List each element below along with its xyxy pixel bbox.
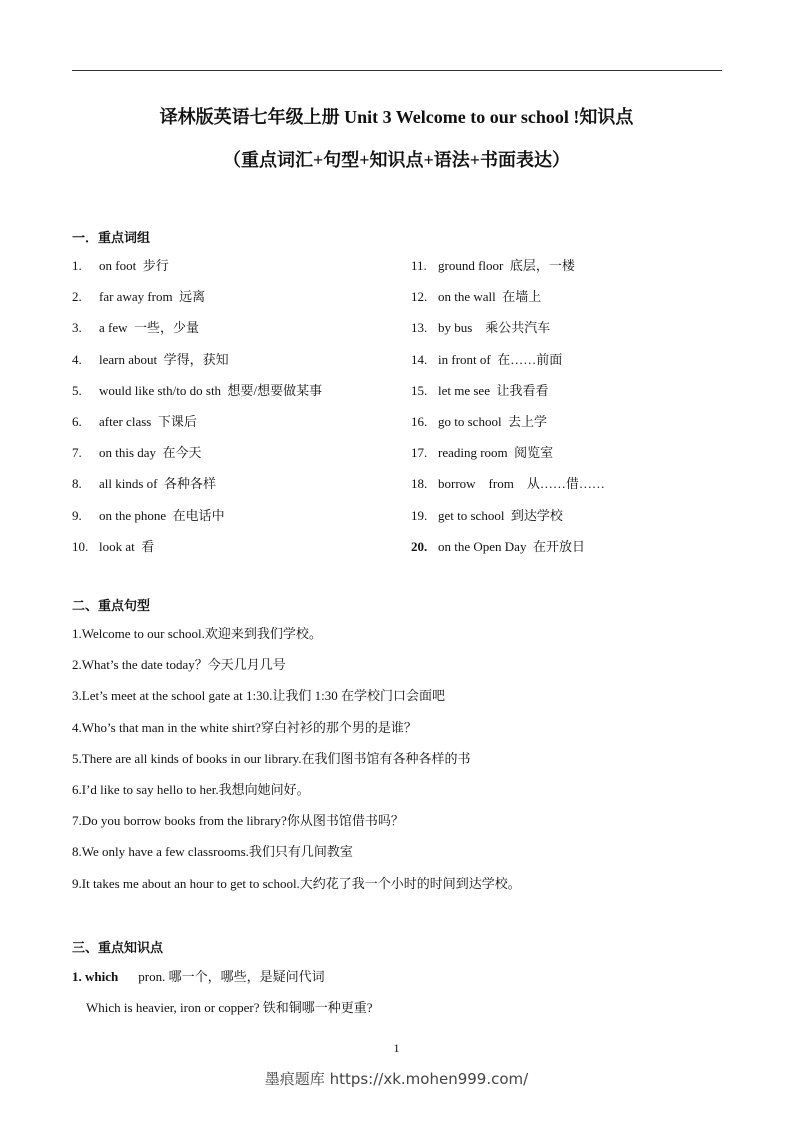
vocab-item-number: 15. xyxy=(411,382,428,398)
vocab-item-number: 8. xyxy=(72,476,82,492)
vocab-item-number: 5. xyxy=(72,382,82,398)
sentence-item: 8.We only have a few classrooms.我们只有几间教室 xyxy=(72,844,353,860)
knowledge-point-word: 1. which xyxy=(72,969,119,984)
vocab-item xyxy=(411,318,550,338)
document-title: 译林版英语七年级上册 Unit 3 Welcome to our school !知识点 xyxy=(159,107,634,127)
vocab-item-text: far away from 远离 xyxy=(99,289,206,305)
vocab-item-number: 20. xyxy=(411,538,428,554)
knowledge-point-definition: pron. 哪一个，哪些，是疑问代词 xyxy=(138,969,325,984)
vocab-item-text: get to school 到达学校 xyxy=(438,507,563,523)
vocab-item-text: reading room 阅览室 xyxy=(438,445,554,461)
vocab-item xyxy=(72,474,216,494)
sentence-item: 3.Let’s meet at the school gate at 1:30.让我们 1:30 在学校门口会面吧 xyxy=(72,688,445,704)
section-heading-knowledge-points: 三、重点知识点 xyxy=(72,940,164,955)
sentence-item: 9.It takes me about an hour to get to school.大约花了我一个小时的时间到达学校。 xyxy=(72,875,521,891)
vocab-item xyxy=(411,412,547,432)
vocab-item xyxy=(411,287,541,307)
vocab-item xyxy=(72,381,322,401)
page-number: 1 xyxy=(393,1041,400,1055)
section-heading-sentences: 二、重点句型 xyxy=(72,598,151,613)
vocab-item-text: a few 一些，少量 xyxy=(99,320,200,336)
sentence-item: 5.There are all kinds of books in our library.在我们图书馆有各种各样的书 xyxy=(72,750,471,766)
vocab-item-number: 17. xyxy=(411,445,428,461)
vocab-item xyxy=(411,443,553,463)
vocab-item-number: 11. xyxy=(411,258,427,273)
vocab-item-text: by bus 乘公共汽车 xyxy=(438,320,551,336)
vocab-item-number: 7. xyxy=(72,445,82,461)
watermark: 墨痕题库 https://xk.mohen999.com/ xyxy=(264,1070,529,1088)
vocab-item-number: 12. xyxy=(411,289,428,305)
vocab-item xyxy=(72,350,229,370)
knowledge-point-1 xyxy=(72,967,325,987)
vocab-item xyxy=(72,537,154,557)
vocab-item-text: on foot 步行 xyxy=(99,258,169,273)
vocab-item xyxy=(72,412,197,432)
vocab-item-number: 16. xyxy=(411,414,428,429)
sentence-item: 4.Who’s that man in the white shirt?穿白衬衫的那个男的是谁？ xyxy=(72,719,417,735)
vocab-item xyxy=(411,474,605,494)
vocab-item-number: 2. xyxy=(72,289,82,305)
vocab-item-number: 4. xyxy=(72,351,82,367)
vocab-item xyxy=(72,287,205,307)
vocab-item-number: 10. xyxy=(72,538,89,554)
vocab-item-text: look at 看 xyxy=(99,538,155,554)
vocab-item-number: 19. xyxy=(411,507,428,523)
sentence-item: 6.I’d like to say hello to her.我想向她问好。 xyxy=(72,782,310,797)
vocab-item-number: 13. xyxy=(411,320,428,336)
vocab-item-number: 14. xyxy=(411,351,428,367)
vocab-item-number: 1. xyxy=(72,258,82,273)
sentence-item: 2.What’s the date today？今天几月几号 xyxy=(72,657,286,673)
section-heading-vocabulary: 一．重点词组 xyxy=(72,230,151,245)
vocab-item-text: learn about 学得，获知 xyxy=(99,351,229,367)
top-rule xyxy=(72,70,722,71)
vocab-item-text: in front of 在……前面 xyxy=(438,351,563,367)
vocab-item xyxy=(411,537,585,557)
vocab-item-text: let me see 让我看看 xyxy=(438,382,549,398)
sentence-item: 1.Welcome to our school.欢迎来到我们学校。 xyxy=(72,626,322,641)
vocab-item-number: 18. xyxy=(411,476,428,492)
knowledge-point-example: Which is heavier, iron or copper? 铁和铜哪一种更重? xyxy=(86,1000,373,1015)
vocab-item xyxy=(411,256,575,276)
vocab-item-text: all kinds of 各种各样 xyxy=(99,476,216,492)
vocab-item-text: after class 下课后 xyxy=(99,414,197,429)
vocab-item xyxy=(72,443,202,463)
vocab-item-number: 9. xyxy=(72,507,82,523)
vocab-item-text: on the wall 在墙上 xyxy=(438,289,542,305)
vocab-item-text: borrow from 从……借…… xyxy=(438,476,605,492)
sentence-item: 7.Do you borrow books from the library?你从图书馆借书吗？ xyxy=(72,813,404,829)
vocab-item-number: 6. xyxy=(72,414,82,429)
vocab-item-text: on the phone 在电话中 xyxy=(99,507,225,523)
vocab-item xyxy=(72,256,169,276)
vocab-item-text: ground floor 底层，一楼 xyxy=(438,258,575,273)
vocab-item xyxy=(72,506,225,526)
vocab-item-text: would like sth/to do sth 想要/想要做某事 xyxy=(99,382,323,398)
document-subtitle: （重点词汇+句型+知识点+语法+书面表达） xyxy=(222,150,571,170)
vocab-item xyxy=(411,381,548,401)
vocab-item-number: 3. xyxy=(72,320,82,336)
vocab-item-text: on this day 在今天 xyxy=(99,445,202,461)
vocab-item-text: go to school 去上学 xyxy=(438,414,548,429)
vocab-item xyxy=(411,350,562,370)
vocab-item-text: on the Open Day 在开放日 xyxy=(438,538,585,554)
vocab-item xyxy=(72,318,199,338)
vocab-item xyxy=(411,506,563,526)
